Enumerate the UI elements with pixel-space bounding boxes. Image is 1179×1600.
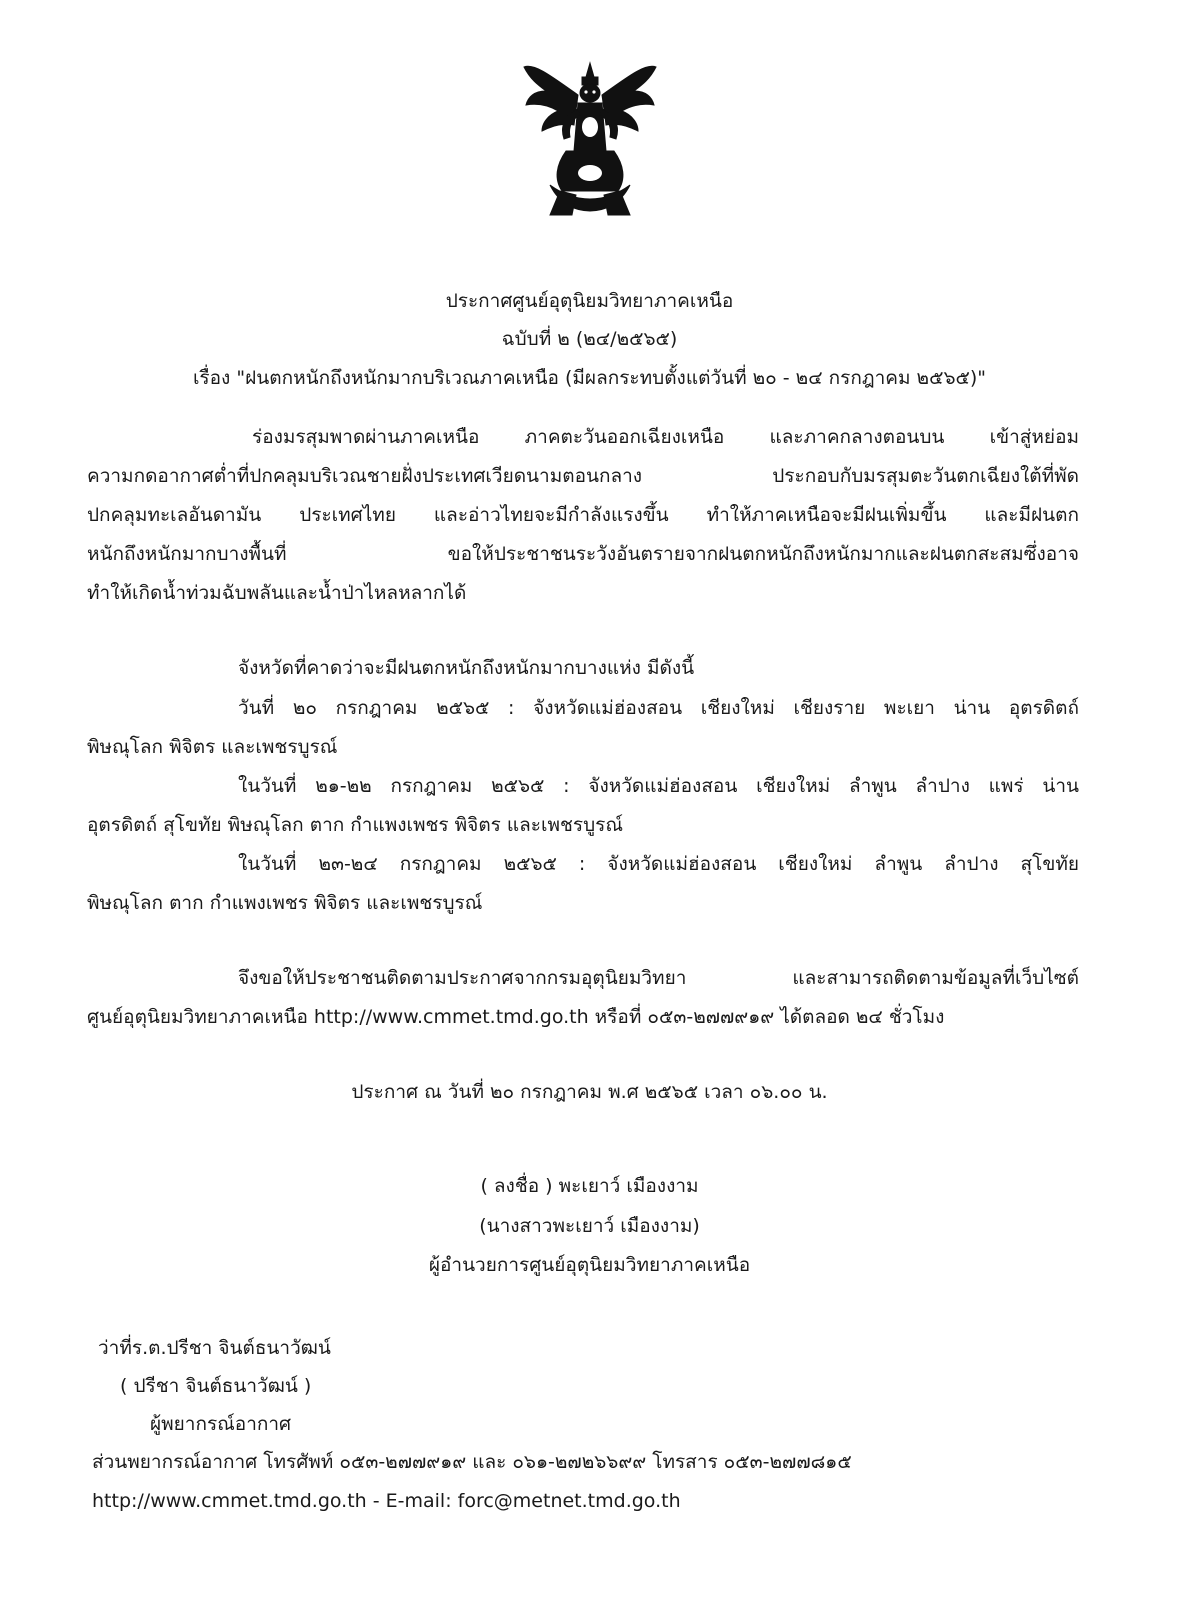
paragraph-line: ทำให้เกิดน้ำท่วมฉับพลันและน้ำป่าไหลหลากได้ (87, 582, 467, 604)
announced-date: ประกาศ ณ วันที่ ๒๐ กรกฎาคม พ.ศ ๒๕๖๕ เวลา ๐๖.๐๐ น. (351, 1081, 828, 1103)
paragraph-line: ร่องมรสุมพาดผ่านภาคเหนือ ภาคตะวันออกเฉียงเหนือ และภาคกลางตอนบน เข้าสู่หย่อม (252, 426, 1079, 448)
forecaster-rank-name: ว่าที่ร.ต.ปรีชา จินต์ธนาวัฒน์ (98, 1337, 331, 1359)
signature-signed: ( ลงชื่อ ) พะเยาว์ เมืองงาม (480, 1175, 699, 1197)
issue-number: ฉบับที่ ๒ (๒๔/๒๕๖๕) (501, 328, 678, 350)
announcement-subject: เรื่อง "ฝนตกหนักถึงหนักมากบริเวณภาคเหนือ (มีผลกระทบตั้งแต่วันที่ ๒๐ - ๒๔ กรกฎาคม ๒๕๖๕)" (192, 367, 987, 389)
paragraph-line: ความกดอากาศต่ำที่ปกคลุมบริเวณชายฝั่งประเทศเวียดนามตอนกลาง ประกอบกับมรสุมตะวันตกเฉียงใต้ที่พัด (87, 465, 1079, 487)
paragraph-line: ศูนย์อุตุนิยมวิทยาภาคเหนือ http://www.cmmet.tmd.go.th หรือที่ ๐๕๓-๒๗๗๙๑๙ ได้ตลอด ๒๔ ชั่วโมง (87, 1006, 945, 1028)
forecaster-name: ( ปรีชา จินต์ธนาวัฒน์ ) (120, 1375, 312, 1397)
garuda-emblem-icon (520, 55, 660, 223)
signature-name: (นางสาวพะเยาว์ เมืองงาม) (479, 1215, 700, 1237)
paragraph-line: หนักถึงหนักมากบางพื้นที่ ขอให้ประชาชนระวังอันตรายจากฝนตกหนักถึงหนักมากและฝนตกสะสมซึ่งอาจ (87, 543, 1079, 565)
forecast-day-line: พิษณุโลก พิจิตร และเพชรบูรณ์ (87, 736, 338, 758)
paragraph-line: ปกคลุมทะเลอันดามัน ประเทศไทย และอ่าวไทยจะมีกำลังแรงขึ้น ทำให้ภาคเหนือจะมีฝนเพิ่มขึ้น และมีฝนตก (87, 504, 1079, 526)
provinces-intro: จังหวัดที่คาดว่าจะมีฝนตกหนักถึงหนักมากบางแห่ง มีดังนี้ (238, 657, 695, 679)
forecast-day-line: ในวันที่ ๒๑-๒๒ กรกฎาคม ๒๕๖๕ : จังหวัดแม่ฮ่องสอน เชียงใหม่ ลำพูน ลำปาง แพร่ น่าน (238, 775, 1079, 797)
forecast-day-line: พิษณุโลก ตาก กำแพงเพชร พิจิตร และเพชรบูรณ์ (87, 892, 483, 914)
forecast-day-line: ในวันที่ ๒๓-๒๔ กรกฎาคม ๒๕๖๕ : จังหวัดแม่ฮ่องสอน เชียงใหม่ ลำพูน ลำปาง สุโขทัย (238, 853, 1079, 875)
forecast-day-line: วันที่ ๒๐ กรกฎาคม ๒๕๖๕ : จังหวัดแม่ฮ่องสอน เชียงใหม่ เชียงราย พะเยา น่าน อุตรดิตถ์ (238, 697, 1079, 719)
announcement-title: ประกาศศูนย์อุตุนิยมวิทยาภาคเหนือ (445, 290, 734, 312)
forecaster-position: ผู้พยากรณ์อากาศ (150, 1413, 292, 1435)
signature-position: ผู้อำนวยการศูนย์อุตุนิยมวิทยาภาคเหนือ (428, 1254, 751, 1276)
paragraph-line: จึงขอให้ประชาชนติดตามประกาศจากกรมอุตุนิยมวิทยา และสามารถติดตามข้อมูลที่เว็บไซต์ (238, 967, 1079, 989)
contact-web-line: http://www.cmmet.tmd.go.th - E-mail: forc@metnet.tmd.go.th (92, 1490, 681, 1512)
contact-phone-line: ส่วนพยากรณ์อากาศ โทรศัพท์ ๐๕๓-๒๗๗๙๑๙ และ ๐๖๑-๒๗๒๖๖๙๙ โทรสาร ๐๕๓-๒๗๗๘๑๕ (92, 1451, 852, 1473)
forecast-day-line: อุตรดิตถ์ สุโขทัย พิษณุโลก ตาก กำแพงเพชร พิจิตร และเพชรบูรณ์ (87, 814, 624, 836)
